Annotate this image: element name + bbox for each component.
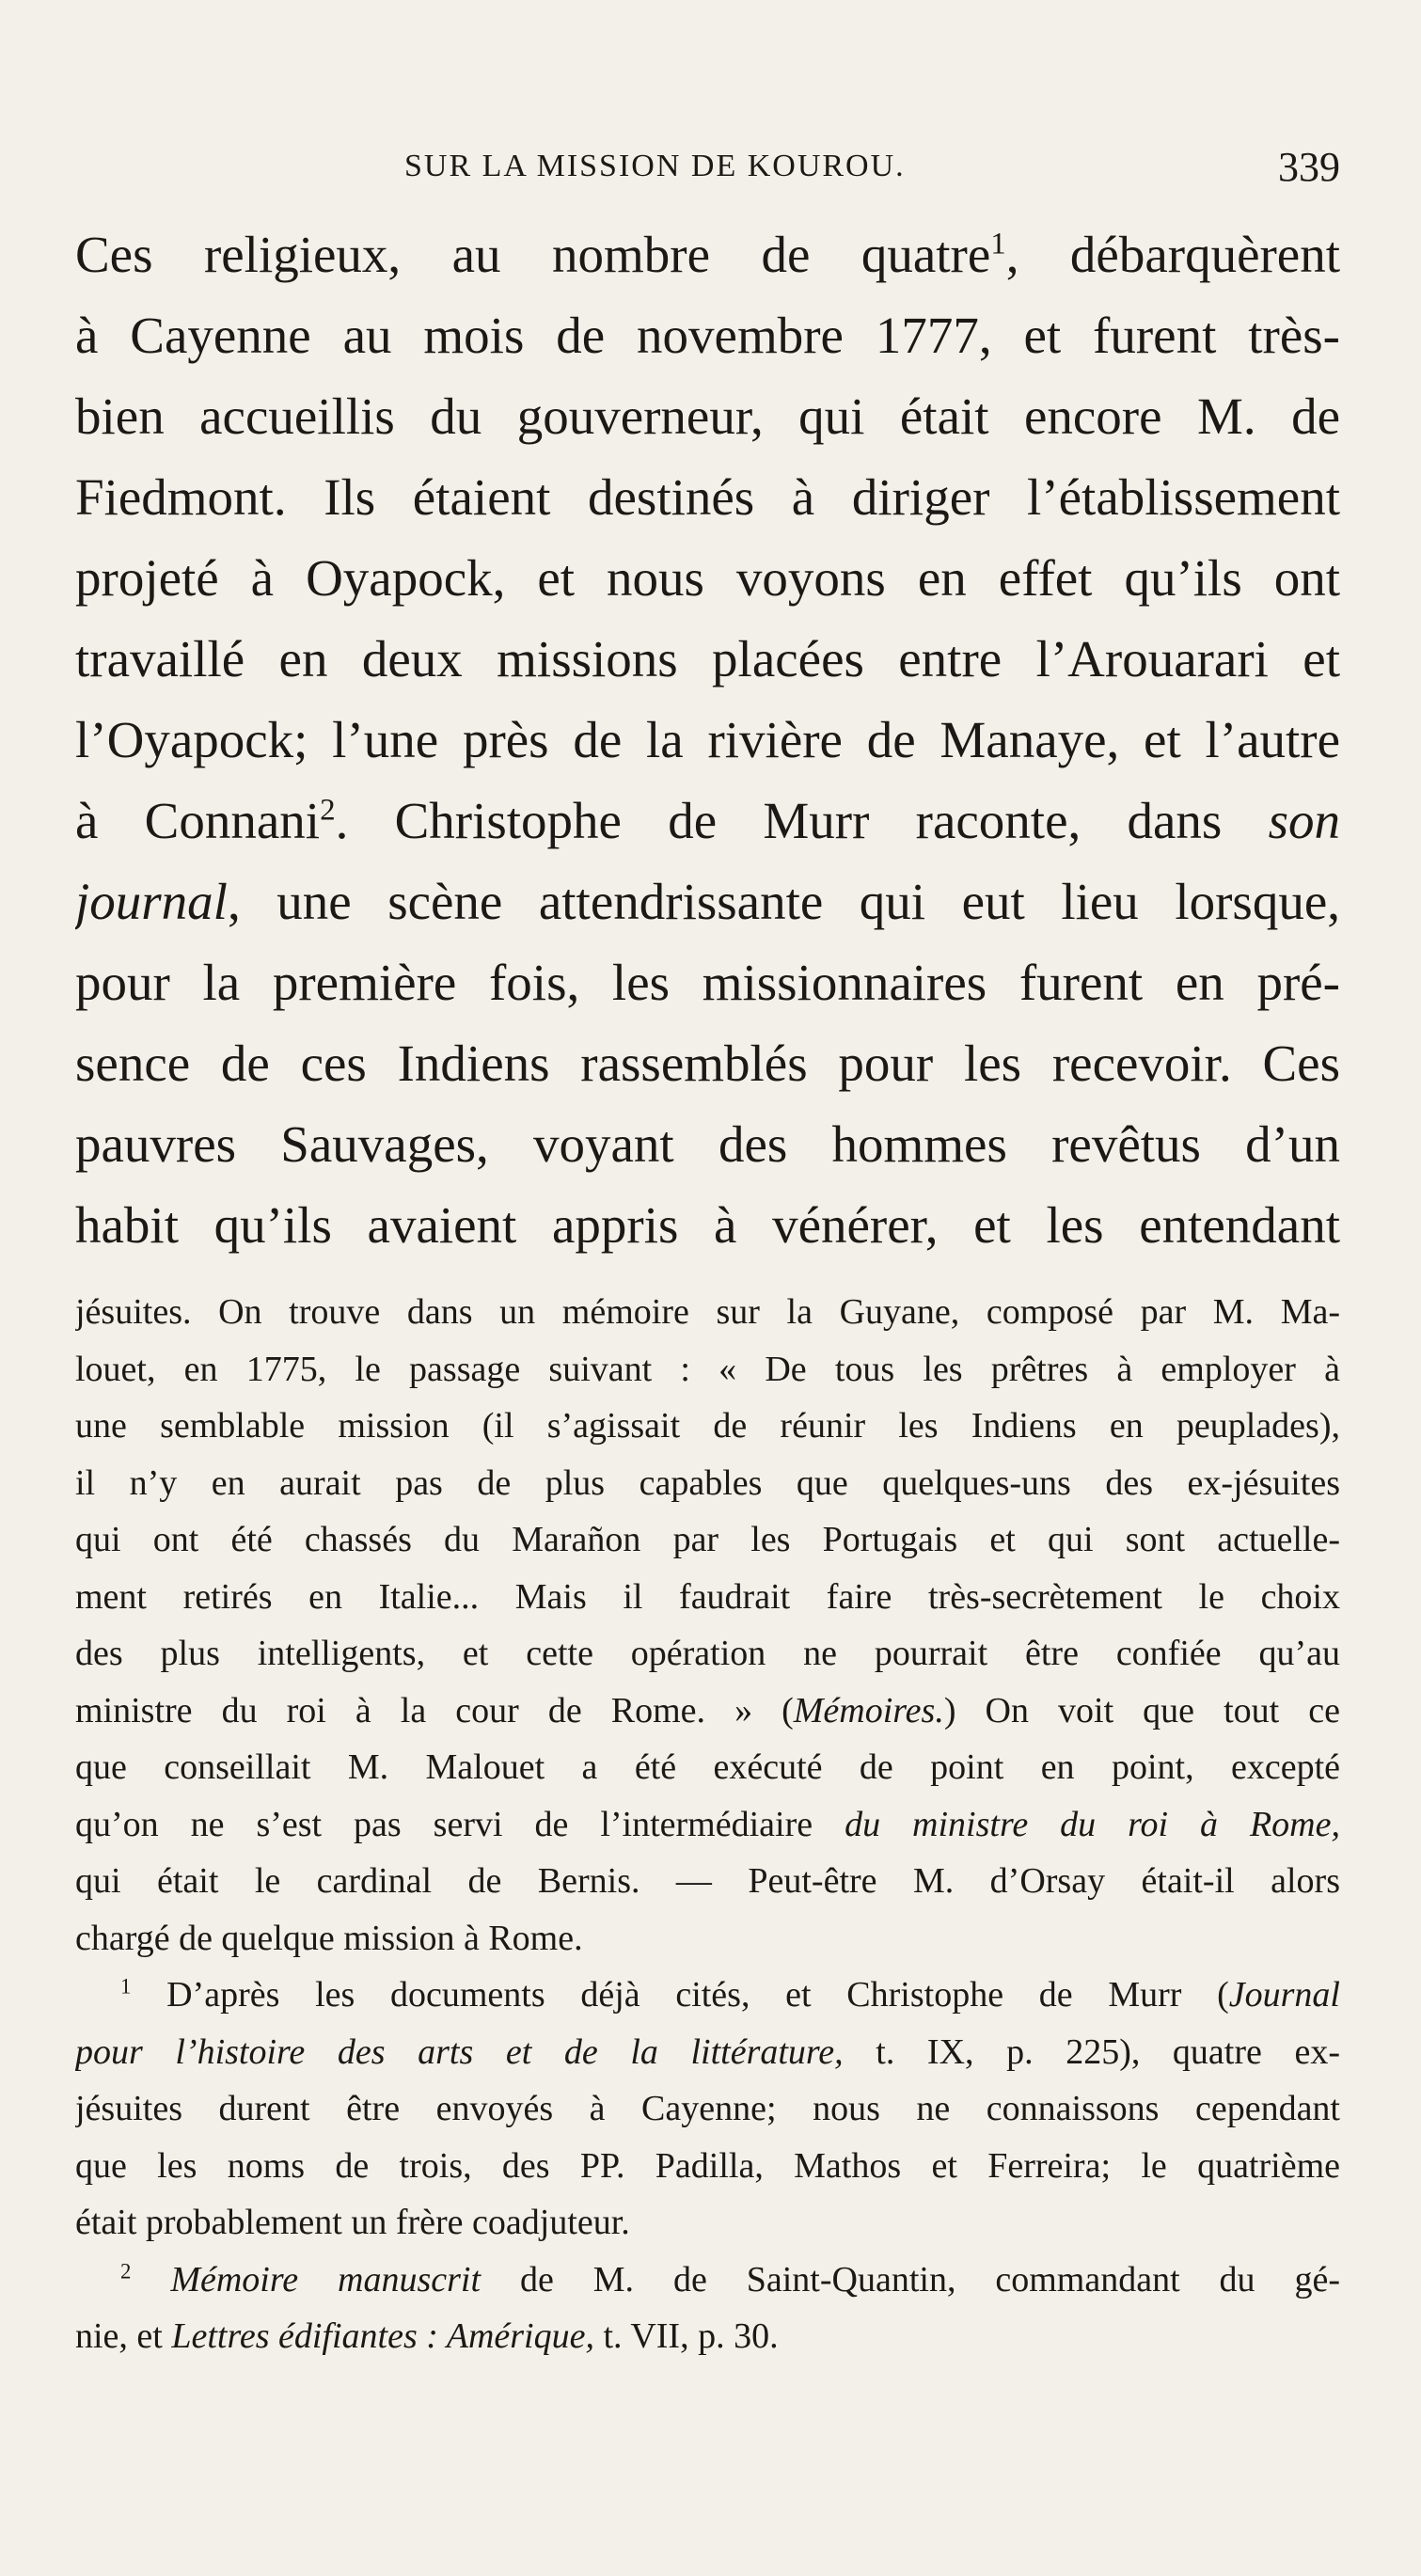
footnote-line: était probablement un frère coadjuteur. [75,2203,630,2242]
body-line: habit qu’ils avaient appris à vénérer, et les entendant [75,1196,1340,1254]
body-line: l’Oyapock; l’une près de la rivière de Manaye, et l’autre [75,711,1340,768]
body-line: journal, une scène attendrissante qui eut lieu lorsque, [75,873,1340,930]
running-head: SUR LA MISSION DE KOUROU. [404,149,906,183]
body-line: à Cayenne au mois de novembre 1777, et furent très- [75,307,1340,364]
footnote-line: pour l’histoire des arts et de la littérature, t. IX, p. 225), quatre ex- [75,2031,1340,2072]
body-line: sence de ces Indiens rassemblés pour les recevoir. Ces [75,1035,1340,1092]
footnote-line: qui ont été chassés du Marañon par les Portugais et qui sont actuelle- [75,1520,1340,1559]
page-number: 339 [1278,144,1340,190]
body-line: travaillé en deux missions placées entre l’Arouarari et [75,630,1340,687]
body-line: à Connani$^2$. Christophe de Murr raconte, dans son [75,792,1340,849]
body-line: pour la première fois, les missionnaires furent en pré- [75,954,1340,1011]
footnote-1-line: $^1$ D’après les documents déjà cités, et Christophe de Murr (Journal [120,1974,1340,2015]
footnote-ref-2: 2 [320,793,336,828]
footnote-line: chargé de quelque mission à Rome. [75,1918,583,1958]
footnote-line: il n’y en aurait pas de plus capables que quelques-uns des ex-jésuites [75,1462,1340,1503]
footnote-line: qu’on ne s’est pas servi de l’intermédiaire du ministre du roi à Rome, [75,1804,1340,1844]
footnote-line: louet, en 1775, le passage suivant : « De tous les prêtres à employer à [75,1349,1340,1389]
main-paragraph [75,214,1340,1266]
footnote-line: qui était le cardinal de Bernis. — Peut-être M. d’Orsay était-il alors [75,1861,1340,1901]
footnote-line: nie, et Lettres édifiantes : Amérique, t. VII, p. 30. [75,2316,779,2356]
body-line: projeté à Oyapock, et nous voyons en effet qu’ils ont [75,549,1340,607]
footnote-marker-1: 1 [120,1974,132,1999]
footnotes [75,1284,1340,2365]
footnote-line: que conseillait M. Malouet a été exécuté de point en point, excepté [75,1747,1340,1787]
footnote-line: jésuites durent être envoyés à Cayenne; nous ne connaissons cependant [75,2089,1340,2128]
footnote-ref-1: 1 [990,227,1006,261]
body-line: bien accueillis du gouverneur, qui était encore M. de [75,387,1340,445]
body-line: Fiedmont. Ils étaient destinés à diriger l’établissement [75,468,1340,526]
footnote-2-line: $^2$ Mémoire manuscrit de M. de Saint-Quantin, commandant du gé- [120,2258,1340,2299]
page-header [75,139,1340,205]
footnote-line: des plus intelligents, et cette opération ne pourrait être confiée qu’au [75,1634,1340,1673]
footnote-line: jésuites. On trouve dans un mémoire sur la Guyane, composé par M. Ma- [75,1292,1340,1332]
body-line: Ces religieux, au nombre de quatre$^1$, débarquèrent [75,226,1340,283]
footnote-line: une semblable mission (il s’agissait de réunir les Indiens en peuplades), [75,1406,1340,1446]
footnote-line: que les noms de trois, des PP. Padilla, Mathos et Ferreira; le quatrième [75,2145,1340,2186]
body-line: pauvres Sauvages, voyant des hommes revêtus d’un [75,1115,1340,1173]
footnote-line: ment retirés en Italie... Mais il faudrait faire très-secrètement le choix [75,1576,1340,1617]
footnote-line: ministre du roi à la cour de Rome. » (Mémoires.) On voit que tout ce [75,1690,1340,1731]
footnote-marker-2: 2 [120,2258,132,2283]
